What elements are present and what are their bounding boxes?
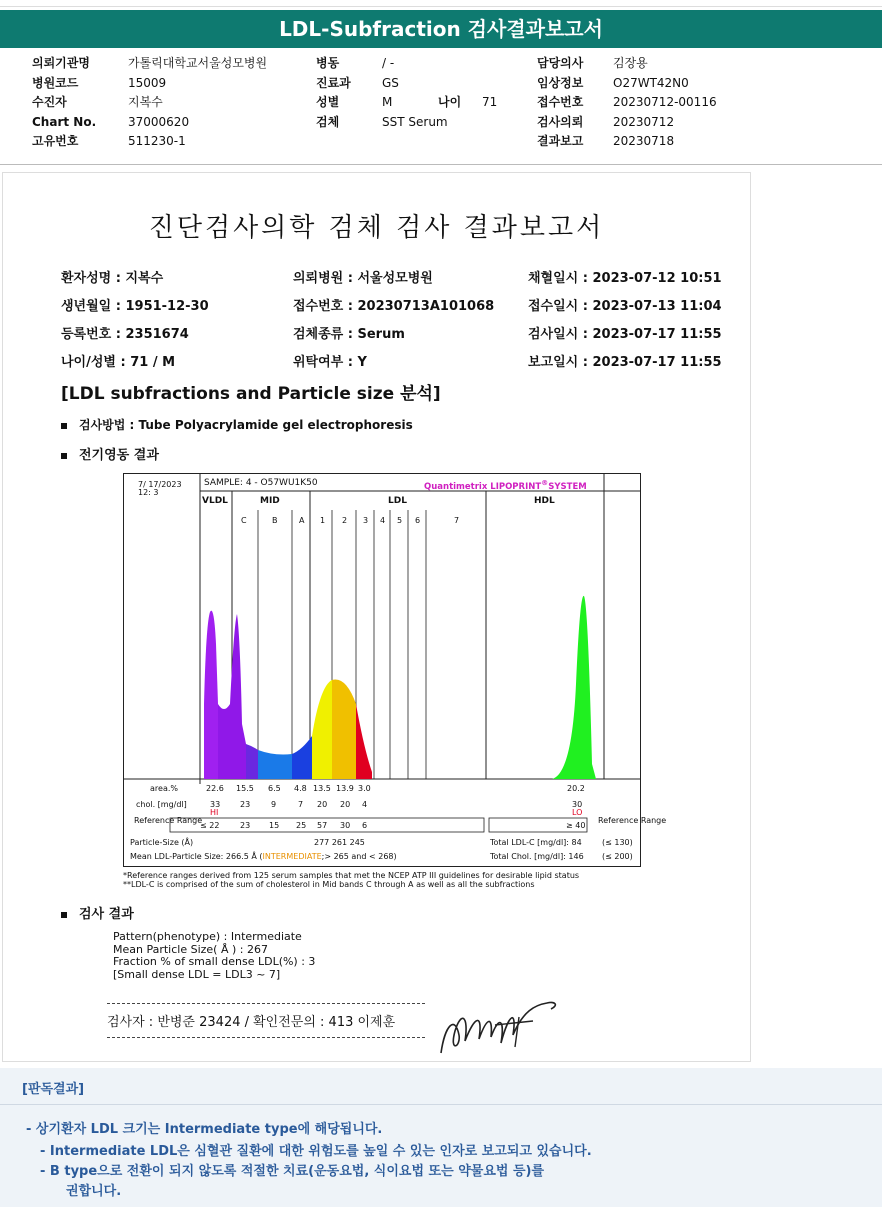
band-label: C: [241, 516, 247, 525]
particle-values: 277 261 245: [314, 838, 365, 847]
info-label: 의뢰기관명: [32, 56, 90, 70]
info-row: [537, 113, 675, 133]
band-label: 4: [380, 516, 386, 525]
summary-grid: [170, 818, 587, 832]
info-label: 결과보고: [537, 134, 584, 148]
info-row: [32, 54, 268, 74]
chart-time: 12: 3: [138, 488, 159, 497]
ref-value: 25: [296, 821, 307, 830]
footnote: *Reference ranges derived from 125 serum samples that met the NCEP ATP III guidelines for desirable lipid status: [123, 871, 580, 880]
flag-hi: HI: [210, 808, 219, 817]
divider: [0, 164, 882, 165]
band-label: 3: [363, 516, 369, 525]
info-row: [537, 74, 689, 94]
area-value: 6.5: [268, 784, 281, 793]
report-title: LDL-Subfraction 검사결과보고서: [279, 17, 603, 41]
info-label: 고유번호: [32, 134, 79, 148]
info-label: 수진자: [32, 95, 67, 109]
brand: [424, 478, 587, 492]
info-col-1: [32, 54, 268, 152]
area-value: 20.2: [567, 784, 585, 793]
patient-field: 접수번호 : 20230713A101068: [293, 299, 495, 314]
info-col-3: [537, 54, 717, 152]
info-value: GS: [382, 75, 399, 90]
band-label: 7: [454, 516, 460, 525]
result-line: Pattern(phenotype) : Intermediate: [113, 930, 302, 943]
brand-tail: SYSTEM: [548, 481, 587, 492]
info-label: 병동: [316, 56, 340, 70]
patient-field: 환자성명 : 지복수: [61, 271, 164, 286]
info-label: 접수번호: [537, 95, 584, 109]
patient-field: 나이/성별 : 71 / M: [61, 355, 176, 370]
result-heading: [61, 903, 134, 922]
total-chol: Total Chol. [mg/dl]: 146: [490, 852, 584, 861]
info-label: Chart No.: [32, 114, 97, 129]
info-label: 담당의사: [537, 56, 584, 70]
info-row: [316, 93, 498, 113]
info-value: SST Serum: [382, 114, 448, 129]
flag-lo: LO: [572, 808, 583, 817]
info-value: 가톨릭대학교서울성모병원: [128, 56, 268, 70]
info-row: [537, 54, 648, 74]
mean-size: [130, 852, 397, 861]
mean-size-text: Mean LDL-Particle Size: 266.5 Å (: [130, 852, 263, 861]
band-label: 6: [415, 516, 421, 525]
mean-type: INTERMEDIATE: [262, 852, 322, 861]
interpretation-line: - B type으로 전환이 되지 않도록 적절한 치료(운동요법, 식이요법 또는 약물요법 등)를: [40, 1164, 545, 1179]
dashed-rule: [107, 1037, 425, 1038]
group-label: HDL: [534, 496, 555, 506]
result-heading-text: 검사 결과: [79, 907, 134, 922]
patient-field: 검사일시 : 2023-07-17 11:55: [528, 327, 722, 342]
band-label: 2: [342, 516, 348, 525]
info-row: [32, 74, 167, 94]
row-label: Reference Range: [134, 816, 203, 825]
group-label: MID: [260, 496, 280, 506]
total-chol-ref: (≤ 200): [602, 852, 633, 861]
ref-value: ≥ 40: [566, 821, 586, 830]
info-row: [32, 113, 190, 133]
row-label: area.%: [150, 784, 178, 793]
info-label: 병원코드: [32, 75, 79, 90]
chart-date: 7/ 17/2023: [138, 480, 182, 489]
interpretation-line: - Intermediate LDL은 심혈관 질환에 대한 위험도를 높일 수 있는 인자로 보고되고 있습니다.: [40, 1144, 592, 1159]
result-line: Fraction % of small dense LDL(%) : 3: [113, 955, 316, 968]
sample-id: SAMPLE: 4 - O57WU1K50: [204, 478, 318, 488]
bullet-icon: [61, 912, 67, 918]
chol-value: 23: [240, 800, 251, 809]
patient-field: 위탁여부 : Y: [293, 355, 367, 370]
info-label: 성별: [316, 95, 340, 109]
area-value: 3.0: [358, 784, 371, 793]
info-label: 검체: [316, 114, 340, 129]
section-title: [LDL subfractions and Particle size 분석]: [61, 384, 441, 404]
chart-graphic: [124, 474, 667, 866]
chol-value: 20: [317, 800, 328, 809]
patient-field: 접수일시 : 2023-07-13 11:04: [528, 299, 722, 314]
patient-field: 보고일시 : 2023-07-17 11:55: [528, 355, 722, 370]
mean-tail: ;> 265 and < 268): [321, 852, 397, 861]
age-label: 나이: [438, 95, 462, 109]
area-value: 15.5: [236, 784, 254, 793]
signature-image: [435, 995, 565, 1059]
group-label: VLDL: [202, 496, 228, 506]
ref-value: 23: [240, 821, 251, 830]
chol-value: 7: [298, 800, 304, 809]
report-title-bar: [0, 10, 882, 48]
info-value: 20230718: [613, 134, 675, 148]
area-value: 13.5: [313, 784, 331, 793]
patient-field: 검체종류 : Serum: [293, 327, 405, 342]
row-label: Reference Range: [598, 816, 667, 825]
total-ldl: Total LDL-C [mg/dl]: 84: [490, 838, 582, 847]
bullet-icon: [61, 453, 67, 459]
bullet-icon: [61, 423, 67, 429]
interpretation-panel: [0, 1068, 882, 1207]
ref-value: ≤ 22: [200, 821, 220, 830]
top-strip: [0, 0, 882, 7]
method-text: 검사방법 : Tube Polyacrylamide gel electrophoresis: [79, 418, 413, 432]
electro-heading: [61, 444, 159, 463]
area-value: 13.9: [336, 784, 354, 793]
band-label: B: [272, 516, 278, 525]
divider: [0, 1104, 882, 1105]
age-value: 71: [482, 95, 498, 109]
info-value: 20230712: [613, 114, 675, 129]
patient-field: 생년월일 : 1951-12-30: [61, 299, 209, 314]
info-value: 15009: [128, 75, 167, 90]
density-curve: [204, 596, 596, 779]
info-value: M: [382, 95, 393, 109]
patient-field: 등록번호 : 2351674: [61, 327, 189, 342]
info-row: [32, 93, 163, 113]
info-row: [537, 93, 717, 113]
chol-value: 9: [271, 800, 277, 809]
info-value: 20230712-00116: [613, 95, 717, 109]
group-label: LDL: [388, 496, 407, 506]
band-label: 1: [320, 516, 326, 525]
footnote: **LDL-C is comprised of the sum of cholesterol in Mid bands C through A as well as all the subfractions: [123, 880, 535, 889]
result-line: [Small dense LDL = LDL3 ~ 7]: [113, 967, 281, 981]
info-value: 37000620: [128, 114, 190, 129]
info-row: [316, 54, 395, 74]
patient-field: 의뢰병원 : 서울성모병원: [293, 271, 433, 286]
band-label: 5: [397, 516, 403, 525]
info-col-2: [316, 54, 498, 132]
area-value: 4.8: [294, 784, 307, 793]
result-block: [113, 931, 315, 981]
info-value: O27WT42N0: [613, 75, 689, 90]
dashed-rule: [107, 1003, 425, 1004]
electro-text: 전기영동 결과: [79, 448, 159, 463]
info-value: / -: [382, 56, 395, 70]
signature-line: 검사자 : 반병준 23424 / 확인전문의 : 413 이제훈: [107, 1015, 396, 1030]
scanned-report: [2, 172, 751, 1062]
info-label: 검사의뢰: [537, 114, 584, 129]
total-ldl-ref: (≤ 130): [602, 838, 633, 847]
info-value: 511230-1: [128, 134, 186, 148]
scan-title: 진단검사의학 검체 검사 결과보고서: [148, 213, 605, 243]
chol-value: 4: [362, 800, 368, 809]
info-row: [32, 132, 186, 152]
info-value: 지복수: [128, 95, 163, 109]
particle-label: Particle-Size (Å): [130, 838, 194, 847]
interpretation-line: - 상기환자 LDL 크기는 Intermediate type에 해당됩니다.: [26, 1122, 383, 1137]
info-row: [316, 74, 399, 94]
interpretation-header: [판독결과]: [22, 1082, 85, 1097]
electrophoresis-chart: [123, 473, 667, 867]
brand-text: Quantimetrix LIPOPRINT: [424, 481, 542, 492]
ref-value: 57: [317, 821, 328, 830]
row-label: chol. [mg/dl]: [136, 800, 187, 809]
chol-value: 33: [210, 800, 221, 809]
info-row: [316, 113, 448, 133]
info-row: [537, 132, 675, 152]
area-value: 22.6: [206, 784, 224, 793]
info-label: 진료과: [316, 75, 351, 90]
ref-value: 6: [362, 821, 368, 830]
info-value: 김장용: [613, 56, 648, 70]
method-line: [61, 416, 413, 433]
chol-value: 20: [340, 800, 351, 809]
chol-value: 30: [572, 800, 583, 809]
result-line: Mean Particle Size( Å ) : 267: [113, 942, 268, 956]
ref-value: 15: [269, 821, 280, 830]
interpretation-line: 권합니다.: [66, 1184, 122, 1199]
ref-value: 30: [340, 821, 351, 830]
band-label: A: [299, 516, 305, 525]
info-label: 임상정보: [537, 75, 584, 90]
brand-mark: ®: [541, 478, 549, 487]
patient-field: 채혈일시 : 2023-07-12 10:51: [528, 271, 722, 286]
